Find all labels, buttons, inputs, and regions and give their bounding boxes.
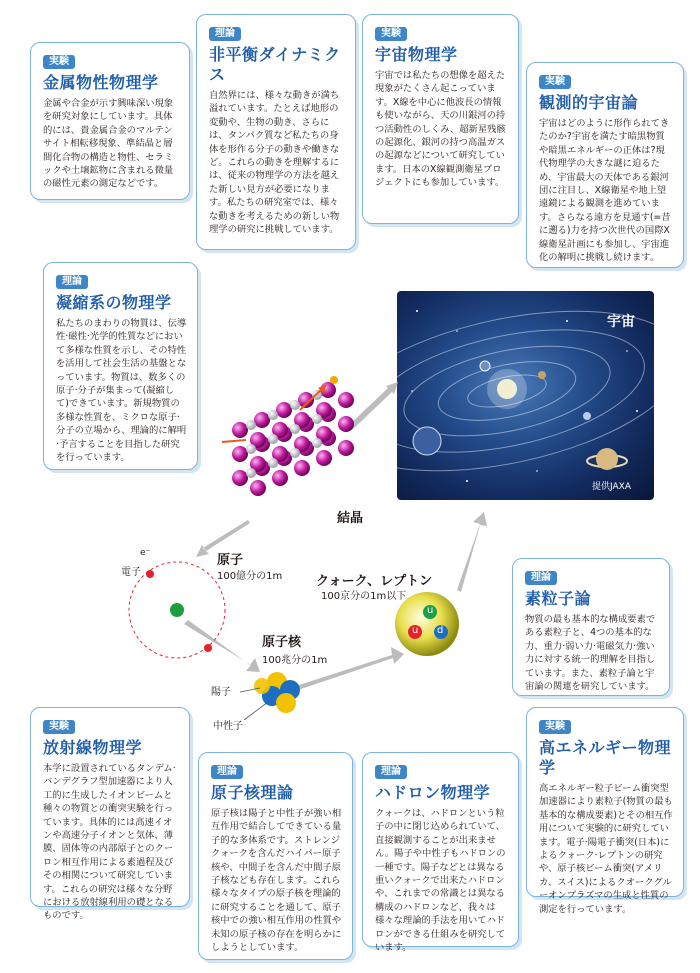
tag-riron: 理論 bbox=[209, 27, 241, 41]
card-body: 物質の最も基本的な構成要素である素粒子と、4つの基本的な力、重力·弱い力·電磁気力·強い力に対する統一的理解を目指しています。また、素粒子論と宇宙論の関連を研究しています。 bbox=[525, 614, 656, 693]
tag-riron: 理論 bbox=[211, 765, 243, 779]
card-title: ハドロン物理学 bbox=[375, 783, 491, 802]
label-quark-size: 100京分の1m以下 bbox=[321, 591, 407, 602]
label-denshi: 電子 bbox=[121, 567, 141, 578]
card-title: 金属物性物理学 bbox=[43, 73, 159, 92]
quark-u2: u bbox=[412, 625, 419, 636]
label-electron-symbol: e⁻ bbox=[140, 548, 151, 558]
tag-jikken: 実験 bbox=[539, 720, 571, 734]
card-body: 本学に設置されているタンデム·バンデグラフ型加速器により人工的に生成したイオンビームと種々の物質との衝突実験を行っています。具体的には高速イオンや高速分子イオンと気体、薄膜、固体等の内部原子とのクーロン相互作用による素過程及びその相関について研究しています。これらの研究は様々な分野における放射線利用の礎となるものです。 bbox=[43, 763, 176, 922]
quark-d: d bbox=[437, 625, 444, 636]
card-body: クォークは、ハドロンという粒子の中に閉じ込められていて、直接観測することが出来ません。陽子や中性子もハドロンの一種です。陽子などとは異なる重いクォークで出来たハドロンや、これまでの常識とは異なる構成のハドロンなど、我々は様々な理論的手法を用いてハドロンができる仕組みを研究しています。 bbox=[375, 808, 506, 954]
image-credit: 提供JAXA bbox=[592, 482, 631, 492]
tag-jikken: 実験 bbox=[539, 75, 571, 89]
label-genshikaku-size: 100兆分の1m bbox=[262, 655, 328, 666]
label-chuseishi: 中性子 bbox=[213, 721, 243, 732]
label-genshi: 原子 bbox=[217, 553, 244, 568]
card-title: 原子核理論 bbox=[211, 783, 294, 802]
card-body: 金属や合金が示す興味深い現象を研究対象にしています。具体的には、貴金属合金のマルテンサイト相転移現象、準結晶と層間化合物の構造と物性、セラミックや土壌鉱物に含まれる微量の磁性元素の測定などです。 bbox=[43, 98, 174, 190]
space-label: 宇宙 bbox=[607, 314, 635, 330]
card-title: 素粒子論 bbox=[525, 589, 592, 608]
tag-jikken: 実験 bbox=[43, 720, 75, 734]
card-body: 自然界には、様々な動きが満ち溢れています。たとえば地形の変動や、生物の動き、さらには、タンパク質など私たちの身体を形作る分子の動きや働きなど。これらの動きを理解するには、従来の物理学の方法を越えた新しい見方が必要になります。私たちの研究室では、様々な動きを考えるための新しい物理学の研究に挑戦しています。 bbox=[209, 90, 340, 236]
label-yoshi: 陽子 bbox=[211, 687, 231, 698]
card-title: 高エネルギー物理学 bbox=[539, 738, 672, 777]
card-title: 放射線物理学 bbox=[43, 738, 143, 757]
tag-riron: 理論 bbox=[56, 275, 88, 289]
card-body: 私たちのまわりの物質は、伝導性·磁性·光学的性質などにおいて多様な性質を示し、その特性を活用して社会生活の基盤となっています。物質は、数多くの原子·分子が集まって(凝縮して)できています。新規物質の多様な性質を、ミクロな原子·分子の立場から、理論的に解明·予言することを目指した研究を行っています。 bbox=[56, 318, 187, 464]
card-body: 宇宙では私たちの想像を超えた現象がたくさん起こっています。X線を中心に他波長の情報も使いながら、天の川銀河の持つ活動性のしくみ、超新星残骸の起源化、銀河の持つ高温ガスの起源などについて研究しています。日本のX線観測衛星プロジェクトにも参加しています。 bbox=[375, 70, 506, 189]
label-genshikaku: 原子核 bbox=[262, 635, 302, 650]
tag-jikken: 実験 bbox=[43, 55, 75, 69]
quark-u1: u bbox=[427, 605, 434, 616]
card-title: 凝縮系の物理学 bbox=[56, 293, 172, 312]
card-title: 観測的宇宙論 bbox=[539, 93, 639, 112]
tag-riron: 理論 bbox=[525, 571, 557, 585]
card-title: 宇宙物理学 bbox=[375, 45, 458, 64]
card-body: 高エネルギー粒子ビーム衝突型加速器により素粒子(物質の最も基本的な構成要素)とその相互作用について実験的に研究しています。電子·陽電子衝突(日本)によるクォーク·レプトンの研究や、原子核ビーム衝突(アメリカ、スイス)によるクオークグルーオンプラズマの生成と性質の測定を行っています。 bbox=[539, 783, 673, 915]
card-body: 宇宙はどのように形作られてきたのか?宇宙を満たす暗黒物質や暗黒エネルギーの正体は?現代物理学の大きな謎に迫るため、宇宙最大の天体である銀河団に注目し、X線衛星や地上望遠鏡による観測を進めています。さらなる遠方を見通す(=昔に遡る)力を持つ次世代の国際X線衛星計画にも参加し、宇宙進化の解明に挑戦し続けます。 bbox=[539, 118, 671, 264]
card-body: 原子核は陽子と中性子が強い相互作用で結合してできている量子的な多体系です。ストレンジクォークを含んだハイパー原子核や、中間子を含んだ中間子原子核なども存在します。これら様々なタイプの原子核を理論的に研究することを通して、原子核中での強い相互作用の性質や未知の原子核の存在を明らかにしようとしています。 bbox=[211, 808, 342, 954]
card-title: 非平衡ダイナミクス bbox=[209, 45, 341, 84]
label-genshi-size: 100億分の1m bbox=[217, 571, 283, 582]
label-kessho: 結晶 bbox=[337, 511, 364, 526]
tag-jikken: 実験 bbox=[375, 27, 407, 41]
tag-riron: 理論 bbox=[375, 765, 407, 779]
label-quark: クォーク、レプトン bbox=[316, 574, 433, 589]
